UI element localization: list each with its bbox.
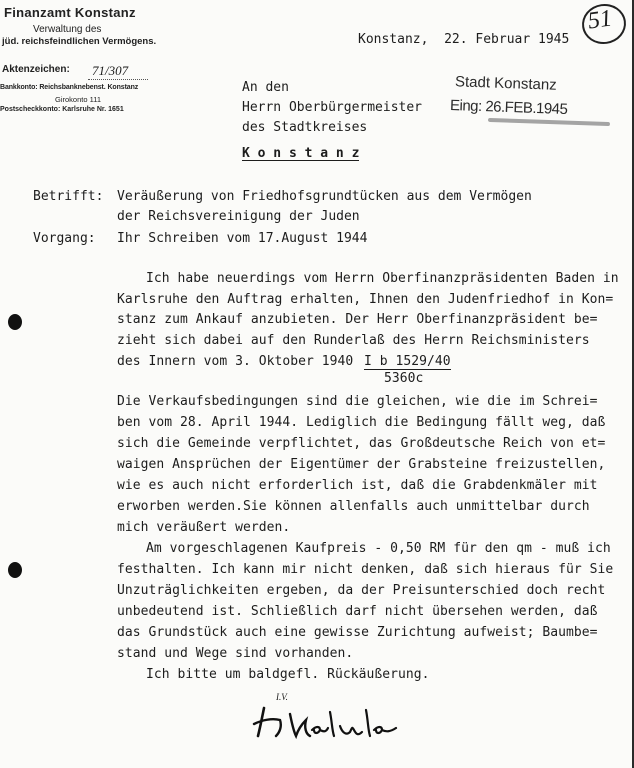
admin-line-1: Verwaltung des	[33, 24, 102, 35]
decree-sub: 5360c	[384, 371, 424, 386]
punch-hole-bottom	[8, 562, 22, 578]
reference-label: Vorgang:	[33, 231, 96, 246]
subject-line-1: Veräußerung von Friedhofsgrundtücken aus dem Vermögen	[117, 189, 532, 204]
receipt-stamp-line-1: Stadt Konstanz	[454, 73, 558, 94]
receipt-stamp-smudge	[488, 118, 610, 126]
body-line: mich veräußert werden.	[117, 520, 291, 535]
decree-number: I b 1529/40	[364, 354, 451, 369]
body-line: stand und Wege sind vorhanden.	[117, 646, 354, 661]
body-line: Ich habe neuerdings vom Herrn Oberfinanzpräsidenten Baden in	[146, 271, 619, 286]
page-number: 51	[586, 5, 614, 35]
body-line: Die Verkaufsbedingungen sind die gleichen, wie die im Schrei=	[117, 394, 598, 409]
body-line: des Innern vom 3. Oktober 1940	[117, 354, 354, 369]
body-line: das Grundstück auch eine gewisse Zurichtung aufweist; Baumbe=	[117, 625, 598, 640]
body-line: erworben werden.Sie können allenfalls auch unmittelbar durch	[117, 499, 590, 514]
place-date: Konstanz, 22. Februar 1945	[358, 32, 570, 47]
subject-label: Betrifft:	[33, 189, 104, 204]
body-line: stanz zum Ankauf anzubieten. Der Herr Oberfinanzpräsident be=	[117, 312, 598, 327]
body-line: zieht sich dabei auf den Runderlaß des Herrn Reichsministers	[117, 333, 590, 348]
postal-account: Postscheckkonto: Karlsruhe Nr. 1651	[0, 106, 124, 113]
recipient-line-3: des Stadtkreises	[242, 120, 368, 135]
recipient-line-1: An den	[242, 80, 289, 95]
body-line: Unzuträglichkeiten ergeben, da der Preisunterschied doch recht	[117, 583, 606, 598]
admin-line-2: jüd. reichsfeindlichen Vermögens.	[2, 36, 157, 47]
bank-account: Bankkonto: Reichsbanknebenst. Konstanz	[0, 84, 139, 91]
body-line: waigen Ansprüchen der Eigentümer der Grabsteine freizustellen,	[117, 457, 606, 472]
body-line: Am vorgeschlagenen Kaufpreis - 0,50 RM für den qm - muß ich	[146, 541, 611, 556]
handwritten-signature	[250, 684, 420, 744]
body-line: wie es auch nicht erforderlich ist, daß die Grabdenkmäler mit	[117, 478, 598, 493]
body-line: festhalten. Ich kann mir nicht denken, daß sich hieraus für Sie	[117, 562, 614, 577]
body-line: ben vom 28. April 1944. Lediglich die Bedingung fällt weg, daß	[117, 415, 606, 430]
body-line: sich die Gemeinde verpflichtet, das Großdeutsche Reich von et=	[117, 436, 606, 451]
receipt-stamp-line-2: Eing: 26.FEB.1945	[449, 96, 568, 119]
punch-hole-top	[8, 314, 22, 330]
body-line: Karlsruhe den Auftrag erhalten, Ihnen den Judenfriedhof in Kon=	[117, 292, 614, 307]
subject-line-2: der Reichsvereinigung der Juden	[117, 209, 360, 224]
recipient-city: K o n s t a n z	[242, 146, 360, 161]
giro-account: Girokonto 111	[55, 95, 101, 104]
file-label: Aktenzeichen:	[2, 64, 70, 75]
signature-initials: I.V.	[276, 692, 288, 702]
body-line: Ich bitte um baldgefl. Rückäußerung.	[146, 667, 430, 682]
office-name: Finanzamt Konstanz	[4, 5, 136, 20]
reference-text: Ihr Schreiben vom 17.August 1944	[117, 231, 368, 246]
recipient-line-2: Herrn Oberbürgermeister	[242, 100, 423, 115]
file-number: 71/307	[88, 63, 148, 80]
body-line: unbedeutend ist. Schließlich darf nicht übersehen werden, daß	[117, 604, 598, 619]
